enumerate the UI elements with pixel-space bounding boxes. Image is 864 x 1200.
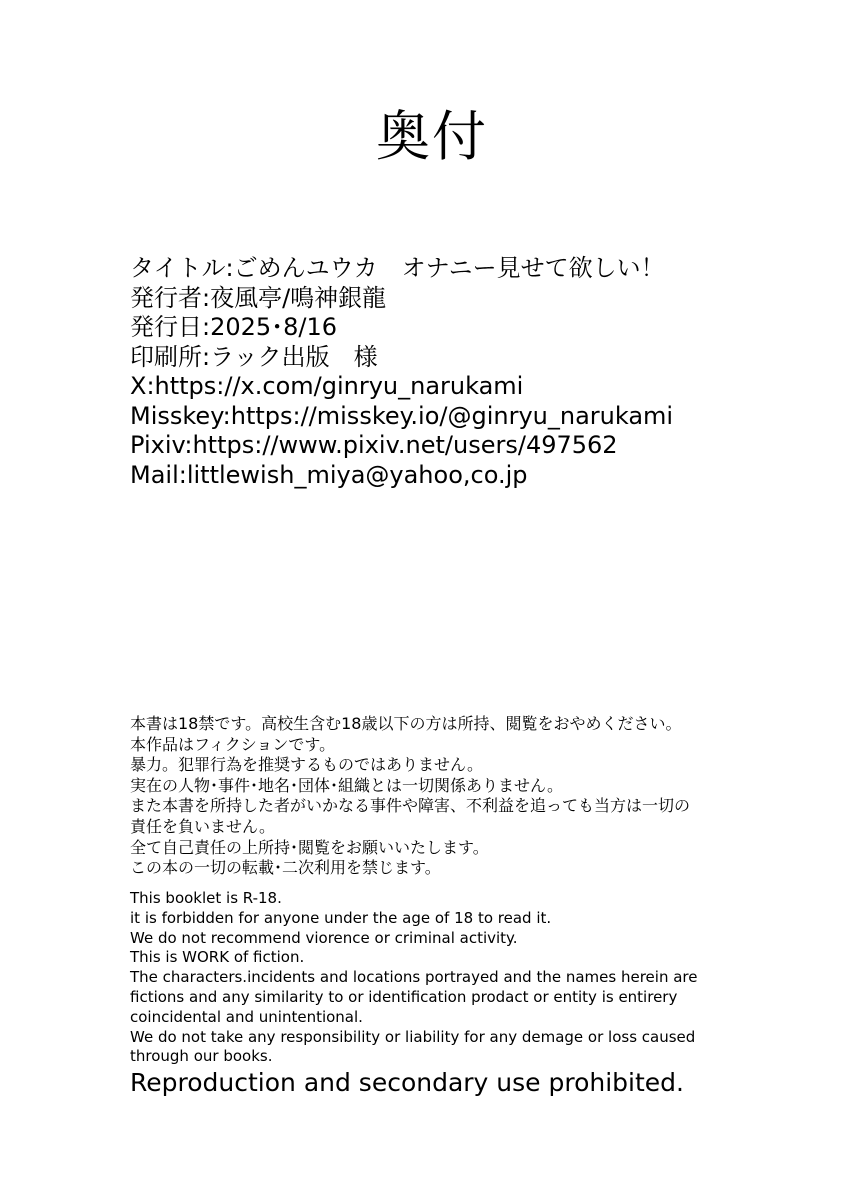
notice-en-line: fictions and any similarity to or identification prodact or entity is entirery xyxy=(130,987,678,1006)
notice-en-line: We do not take any responsibility or liability for any demage or loss caused xyxy=(130,1027,696,1046)
publisher-line: 発行者:夜風亭/鳴神銀龍 xyxy=(130,283,387,312)
misskey-link: Misskey:https://misskey.io/@ginryu_narukami xyxy=(130,401,674,430)
notice-en-line: through our books. xyxy=(130,1047,273,1066)
notice-japanese xyxy=(130,714,850,879)
notice-en-line: We do not recommend viorence or criminal activity. xyxy=(130,928,518,947)
notice-jp-line: 全て自己責任の上所持･閲覧をお願いいたします。 xyxy=(130,837,489,857)
title-line: タイトル:ごめんユウカ オナニー見せて欲しい！ xyxy=(130,254,665,282)
printer-line: 印刷所:ラック出版 様 xyxy=(130,342,378,371)
notice-jp-line: また本書を所持した者がいかなる事件や障害、不利益を追っても当方は一切の xyxy=(130,796,691,816)
notice-en-line: This is WORK of fiction. xyxy=(130,948,305,967)
reproduction-prohibited-notice: Reproduction and secondary use prohibited. xyxy=(130,1068,684,1097)
pixiv-link: Pixiv:https://www.pixiv.net/users/497562 xyxy=(130,431,618,459)
publish-date-line: 発行日:2025･8/16 xyxy=(130,313,338,341)
notice-en-line: This booklet is R-18. xyxy=(130,889,282,907)
notice-jp-line: 責任を負いません。 xyxy=(130,816,275,836)
notice-jp-line: 暴力。犯罪行為を推奨するものではありません。 xyxy=(130,755,483,775)
page-title: 奥付 xyxy=(376,105,488,168)
mail-line: Mail:littlewish_miya@yahoo,co.jp xyxy=(130,460,528,489)
notice-jp-line: 本作品はフィクションです。 xyxy=(130,734,336,754)
colophon-info xyxy=(130,254,850,490)
notice-jp-line: 本書は18禁です。高校生含む18歳以下の方は所持、閲覧をおやめください。 xyxy=(130,714,682,733)
notice-jp-line: 実在の人物･事件･地名･団体･組織とは一切関係ありません。 xyxy=(130,775,563,795)
notice-jp-line: この本の一切の転載･二次利用を禁じます。 xyxy=(130,858,441,878)
notice-english xyxy=(130,889,850,1067)
notice-en-line: it is forbidden for anyone under the age of 18 to read it. xyxy=(130,908,552,927)
notice-en-line: coincidental and unintentional. xyxy=(130,1007,363,1026)
notice-en-line: The characters.incidents and locations portrayed and the names herein are xyxy=(130,968,698,987)
x-link: X:https://x.com/ginryu_narukami xyxy=(130,372,524,400)
